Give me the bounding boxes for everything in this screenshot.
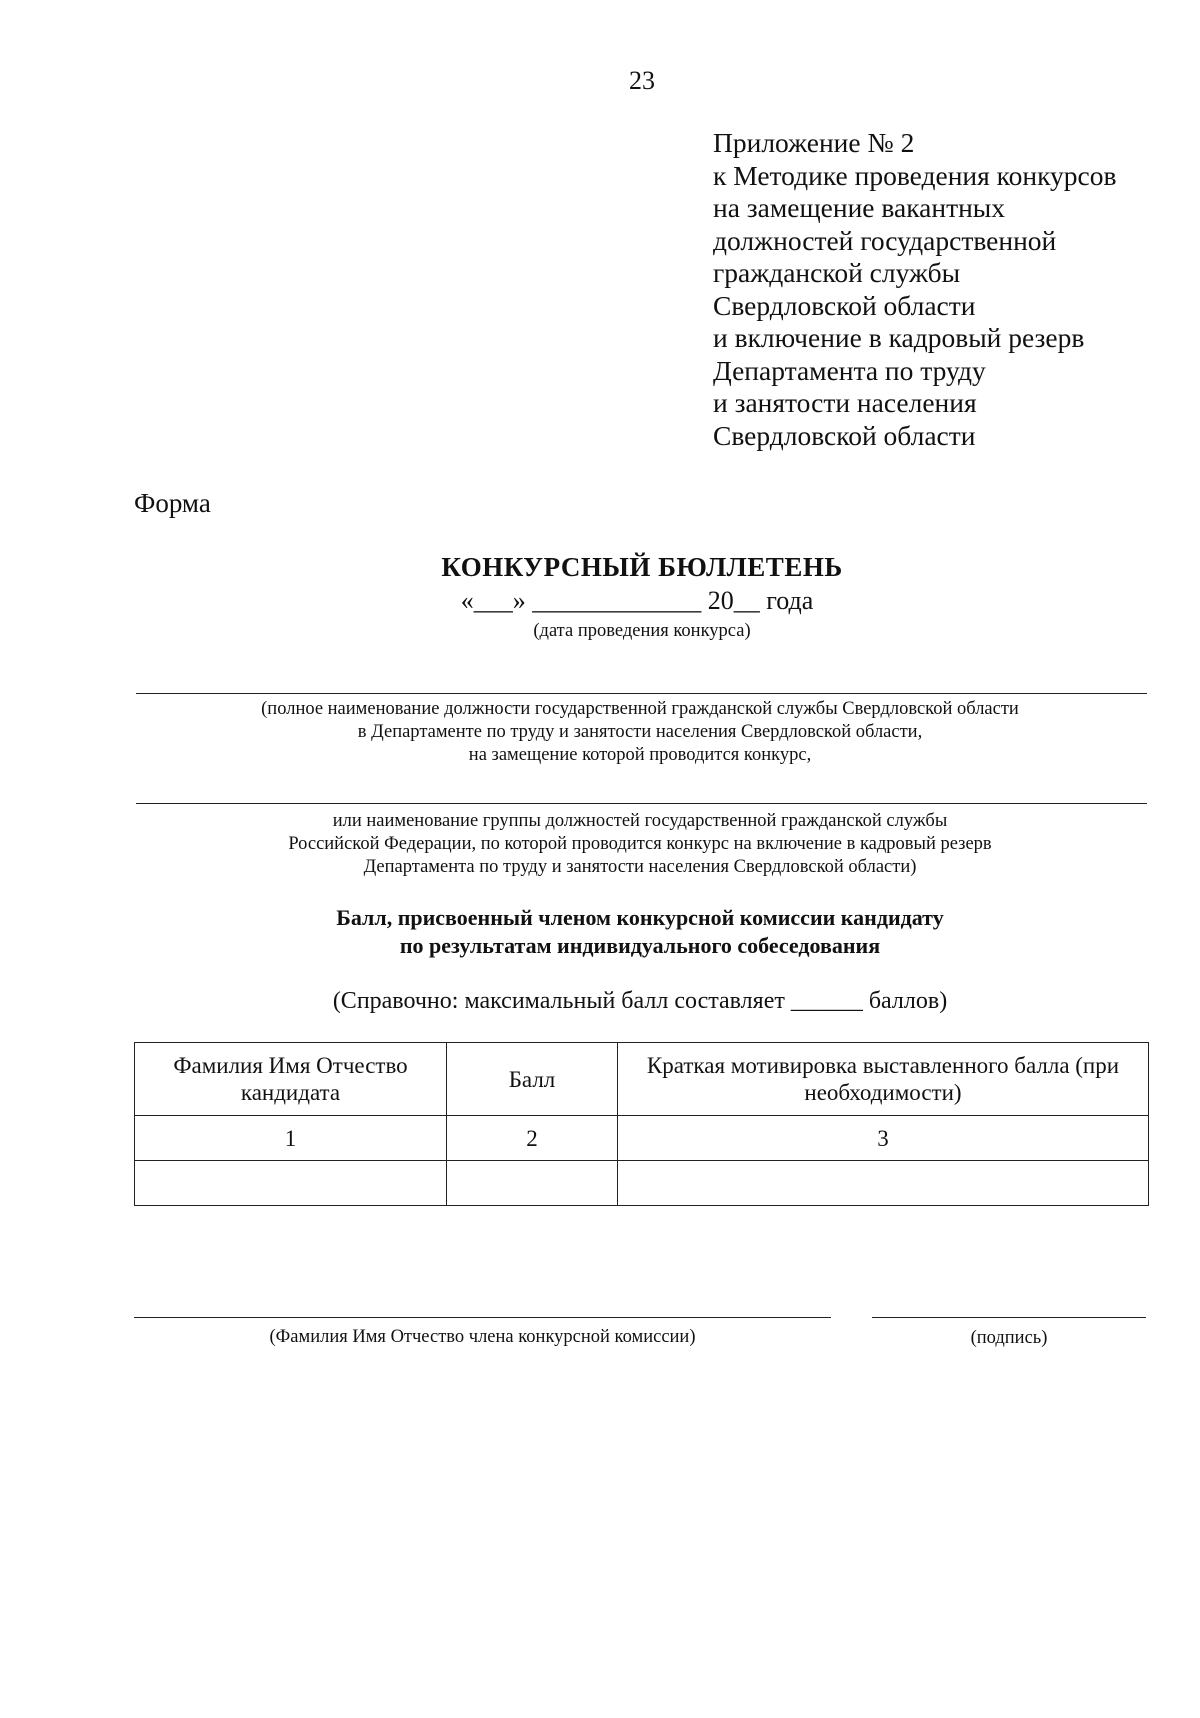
signature-caption: (подпись) xyxy=(970,1328,1048,1348)
group-caption xyxy=(134,810,1146,879)
form-label: Форма xyxy=(134,488,211,518)
group-name-line xyxy=(136,803,1147,804)
position-caption-line: на замещение которой проводится конкурс, xyxy=(468,745,812,765)
appendix-line: на замещение вакантных xyxy=(713,192,1006,223)
group-caption-line: или наименование группы должностей государственной гражданской службы xyxy=(332,811,948,831)
date-caption: (дата проведения конкурса) xyxy=(533,621,751,641)
appendix-block xyxy=(713,127,1193,452)
table-row xyxy=(135,1161,1149,1206)
position-name-line xyxy=(136,693,1147,694)
appendix-line: должностей государственной xyxy=(713,224,1057,256)
score-cell xyxy=(447,1161,618,1206)
table-row xyxy=(135,1116,1149,1161)
column-number: 3 xyxy=(618,1116,1149,1161)
appendix-line: и занятости населения xyxy=(713,387,977,418)
position-caption-line: в Департаменте по труду и занятости населения Свердловской области, xyxy=(357,722,923,742)
header-candidate-name: Фамилия Имя Отчество кандидата xyxy=(135,1043,447,1116)
score-heading xyxy=(134,904,1146,960)
header-motivation: Краткая мотивировка выставленного балла (при необходимости) xyxy=(618,1043,1149,1116)
score-heading-line: по результатам индивидуального собеседования xyxy=(399,933,881,958)
score-table xyxy=(134,1042,1149,1206)
reference-note: (Справочно: максимальный балл составляет ______ баллов) xyxy=(332,988,948,1014)
position-caption-line: (полное наименование должности государственной гражданской службы Свердловской области xyxy=(261,699,1019,719)
appendix-line: гражданской службы xyxy=(713,257,961,288)
motivation-cell xyxy=(618,1161,1149,1206)
position-caption xyxy=(134,698,1146,767)
column-number: 2 xyxy=(447,1116,618,1161)
column-number: 1 xyxy=(135,1116,447,1161)
appendix-line: Свердловской области xyxy=(713,419,976,451)
date-line: «___» _____________ 20__ года xyxy=(460,586,814,615)
table-header-row xyxy=(135,1043,1149,1116)
appendix-line: к Методике проведения конкурсов xyxy=(713,159,1117,191)
appendix-line: и включение в кадровый резерв xyxy=(713,322,1085,353)
page-number: 23 xyxy=(629,66,655,95)
appendix-line: Свердловской области xyxy=(713,289,976,321)
candidate-name-cell xyxy=(135,1161,447,1206)
appendix-line: Приложение № 2 xyxy=(713,127,915,158)
group-caption-line: Российской Федерации, по которой проводится конкурс на включение в кадровый резерв xyxy=(288,834,992,854)
appendix-line: Департамента по труду xyxy=(713,354,986,386)
score-heading-line: Балл, присвоенный членом конкурсной комиссии кандидату xyxy=(336,905,944,930)
signature-line xyxy=(872,1317,1146,1318)
group-caption-line: Департамента по труду и занятости населения Свердловской области) xyxy=(363,857,917,877)
member-name-caption: (Фамилия Имя Отчество члена конкурсной комиссии) xyxy=(269,1327,696,1347)
header-score: Балл xyxy=(447,1043,618,1116)
document-title: КОНКУРСНЫЙ БЮЛЛЕТЕНЬ xyxy=(441,552,843,582)
member-name-line xyxy=(134,1317,831,1318)
